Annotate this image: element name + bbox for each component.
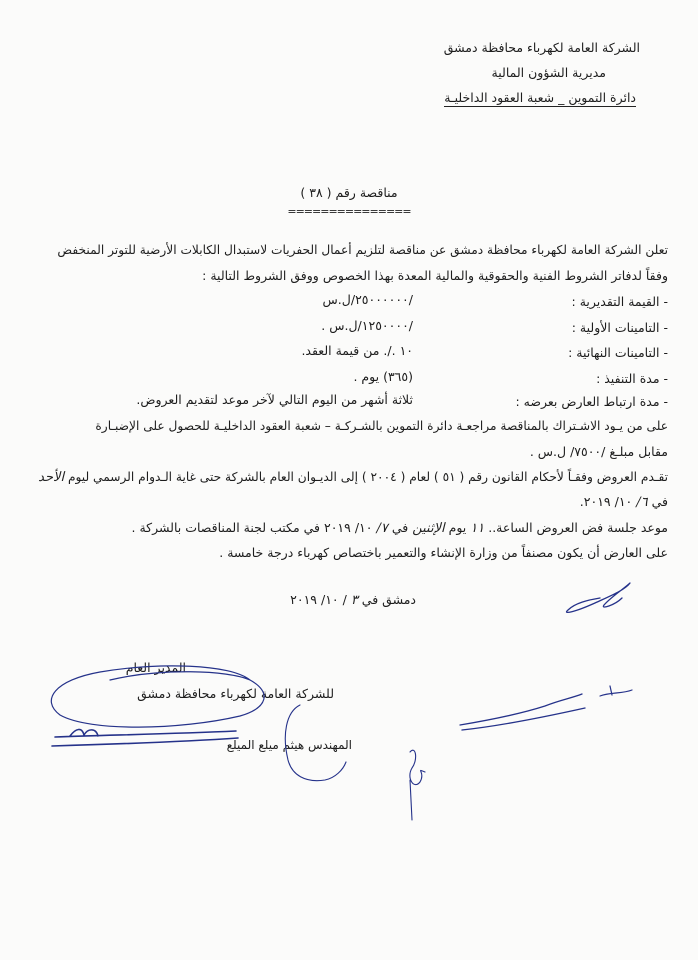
signature-curve-mark xyxy=(285,705,346,781)
header-directorate: مديرية الشؤون المالية xyxy=(491,65,606,80)
signature-name: المهندس هيثم ميلع الميلع xyxy=(226,738,352,752)
title-divider: =============== xyxy=(287,205,411,218)
term-value-duration: (٣٦٥) يوم . xyxy=(353,369,413,384)
handwritten-opening-weekday: الإثنين xyxy=(412,521,445,536)
participation-line-2: مقابل مبلـغ /٧٥٠٠/ ل.س . xyxy=(529,444,668,459)
term-label-final-deposit: - التامينات النهائية : xyxy=(568,345,668,360)
intro-line-1: تعلن الشركة العامة لكهرباء محافظة دمشق عن مناقصة لتلزيم أعمال الحفريات لاستبدال الكابلات الأرضية للتوتر المنخفض xyxy=(57,243,668,257)
term-label-initial-deposit: - التامينات الأولية : xyxy=(571,320,668,335)
signature-tiny-mark xyxy=(600,686,632,696)
term-value-estimated-value: /٢٥٠٠٠٠٠٠/ل.س xyxy=(322,292,413,307)
term-label-estimated-value: - القيمة التقديرية : xyxy=(571,294,668,309)
handwritten-opening-date: ٧/ xyxy=(376,521,388,536)
term-value-commitment: ثلاثة أشهر من اليوم التالي لآخر موعد لتقديم العروض. xyxy=(136,392,413,407)
signature-strike xyxy=(52,729,238,746)
signature-scribble-top-right xyxy=(567,583,630,612)
opening-prefix: موعد جلسة فض العروض الساعة.. xyxy=(488,520,668,535)
tender-title: مناقصة رقم ( ٣٨ ) xyxy=(300,185,398,200)
requirement-line: على العارض أن يكون مصنفاً من وزارة الإنشاء والتعمير باختصاص كهرباء درجة خامسة . xyxy=(219,545,668,560)
term-label-commitment: - مدة ارتباط العارض بعرضه : xyxy=(515,394,668,409)
signature-loop xyxy=(51,666,264,727)
date-prefix: دمشق في xyxy=(361,592,416,607)
signature-company: للشركة العامة لكهرباء محافظة دمشق xyxy=(137,686,334,701)
term-label-duration: - مدة التنفيذ : xyxy=(596,371,668,386)
submission-line-2-suffix: ١٠/ ٢٠١٩. xyxy=(579,494,633,509)
header-department-text: دائرة التموين _ شعبة العقود الداخليـة xyxy=(444,90,636,105)
handwritten-submission-date: ٦/ xyxy=(636,495,648,510)
intro-line-2: وفقاً لدفاتر الشروط الفنية والحقوقية والمالية المعدة بهذا الخصوص ووفق الشروط التالية : xyxy=(202,268,668,283)
signature-long-stroke xyxy=(460,694,585,730)
date-suffix: / ١٠/ ٢٠١٩ xyxy=(290,592,347,607)
term-value-initial-deposit: /١٢٥٠٠٠٠/ل.س . xyxy=(321,318,413,333)
opening-suffix: ١٠/ ٢٠١٩ في مكتب لجنة المناقصات بالشركة . xyxy=(131,520,373,535)
opening-mid-1: يوم xyxy=(448,520,467,535)
signature-title: المدير العام xyxy=(125,660,186,675)
submission-line-1-text: تقـدم العروض وفقـاً لأحكام القانون رقم ( ٥١ ) لعام ( ٢٠٠٤ ) إلى الديـوان العام بالشركة حتى غاية الـدوام الرسمي ليوم xyxy=(67,470,668,484)
handwritten-submission-day: الأحد xyxy=(38,470,65,485)
submission-line-2-prefix: في xyxy=(651,494,668,509)
opening-mid-2: في xyxy=(391,520,409,535)
participation-line-1: على من يـود الاشـتراك بالمناقصة مراجعـة دائرة التموين بالشـركـة – شعبة العقود الداخليـة للحصول على الإضبـارة xyxy=(95,419,668,433)
handwritten-date-day: ٣ xyxy=(350,593,358,608)
signature-small-squiggle xyxy=(410,750,425,820)
header-company: الشركة العامة لكهرباء محافظة دمشق xyxy=(443,40,640,55)
term-value-final-deposit: ١٠ ./. من قيمة العقد. xyxy=(301,343,413,358)
handwritten-opening-time: ١١ xyxy=(470,521,485,536)
